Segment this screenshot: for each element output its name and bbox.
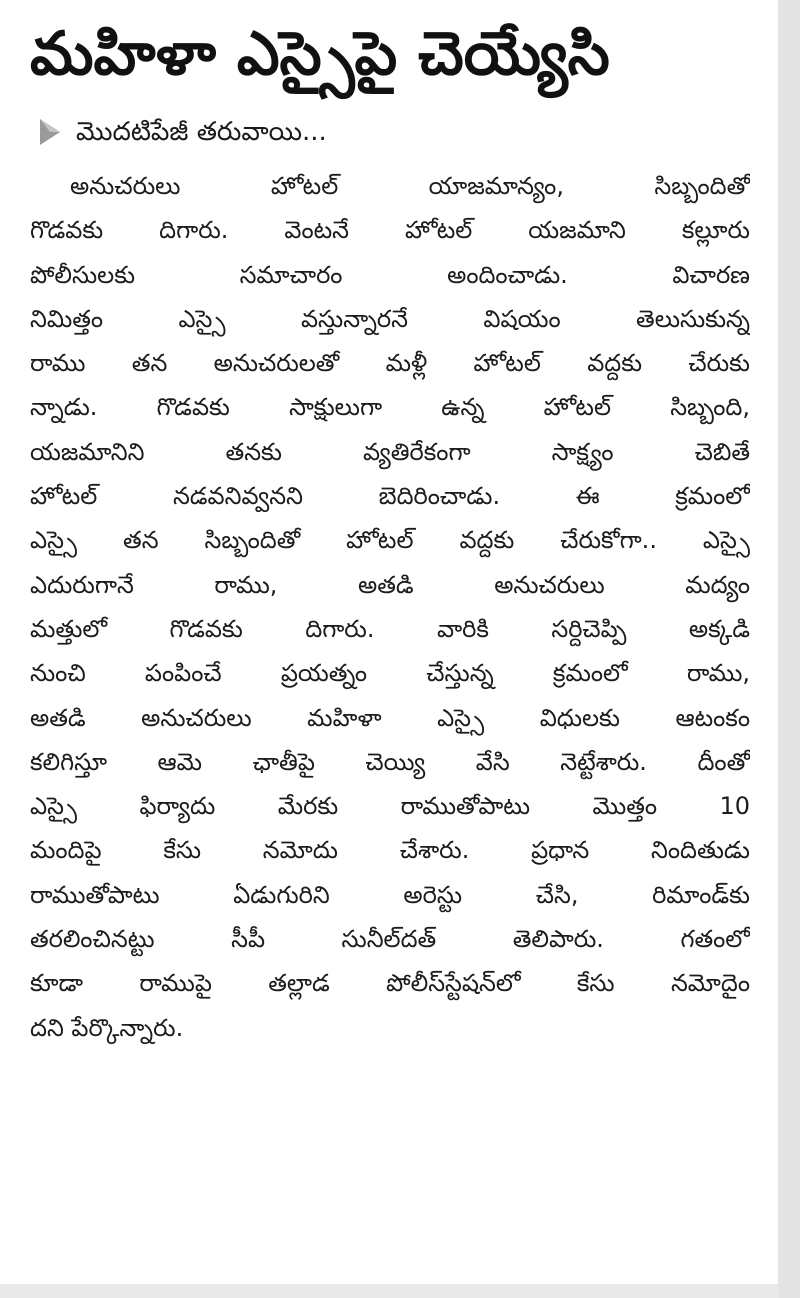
body-line: మత్తులో గొడవకు దిగారు. వారికి సర్దిచెప్పి అక్కడి bbox=[30, 614, 750, 643]
body-line: అనుచరులు హోటల్ యాజమాన్యం, సిబ్బందితో bbox=[70, 172, 750, 200]
body-line: ఎస్సై తన సిబ్బందితో హోటల్ వద్దకు చేరుకోగా.. ఎస్సై bbox=[30, 526, 750, 555]
body-line: కలిగిస్తూ ఆమె ఛాతీపై చెయ్యి వేసి నెట్టేశారు. దీంతో bbox=[30, 747, 750, 776]
body-line: మందిపై కేసు నమోదు చేశారు. ప్రధాన నిందితుడు bbox=[30, 836, 750, 865]
body-line: రాముతోపాటు ఏడుగురిని అరెస్టు చేసి, రిమాండ్‌కు bbox=[30, 880, 750, 909]
body-line: ఎస్సై ఫిర్యాదు మేరకు రాముతోపాటు మొత్తం 10 bbox=[30, 792, 750, 821]
body-line: యజమానిని తనకు వ్యతిరేకంగా సాక్ష్యం చెబితే bbox=[30, 437, 750, 466]
headline: మహిళా ఎస్సైపై చెయ్యేసి bbox=[30, 19, 610, 89]
body-line: న్నాడు. గొడవకు సాక్షులుగా ఉన్న హోటల్ సిబ్బంది, bbox=[30, 393, 750, 422]
body-line: పోలీసులకు సమాచారం అందించాడు. విచారణ bbox=[30, 260, 750, 289]
body-line: అతడి అనుచరులు మహిళా ఎస్సై విధులకు ఆటంకం bbox=[30, 703, 750, 732]
continuation-label: మొదటిపేజీ తరువాయి... bbox=[76, 117, 327, 147]
body-line: గొడవకు దిగారు. వెంటనే హోటల్ యజమాని కల్లూరు bbox=[30, 216, 750, 245]
body-line: హోటల్ నడవనివ్వనని బెదిరించాడు. ఈ క్రమంలో bbox=[30, 482, 750, 511]
body-line: నుంచి పంపించే ప్రయత్నం చేస్తున్న క్రమంలో రాము, bbox=[30, 659, 750, 688]
chevron-right-icon bbox=[36, 117, 64, 147]
body-line: కూడా రాముపై తల్లాడ పోలీస్‌స్టేషన్‌లో కేసు నమోదైం bbox=[30, 969, 750, 998]
article-body bbox=[30, 164, 750, 1050]
continuation-marker bbox=[36, 112, 327, 152]
body-line: ఎదురుగానే రాము, అతడి అనుచరులు మద్యం bbox=[30, 570, 750, 599]
body-line: నిమిత్తం ఎస్సై వస్తున్నారనే విషయం తెలుసుకున్న bbox=[30, 304, 750, 333]
body-line: రాము తన అనుచరులతో మళ్లీ హోటల్ వద్దకు చేరుకు bbox=[30, 349, 750, 378]
body-line: తరలించినట్టు సీపీ సునీల్‌దత్ తెలిపారు. గతంలో bbox=[30, 925, 750, 954]
body-line: దని పేర్కొన్నారు. bbox=[30, 1013, 184, 1042]
page-margin bbox=[778, 0, 800, 1298]
